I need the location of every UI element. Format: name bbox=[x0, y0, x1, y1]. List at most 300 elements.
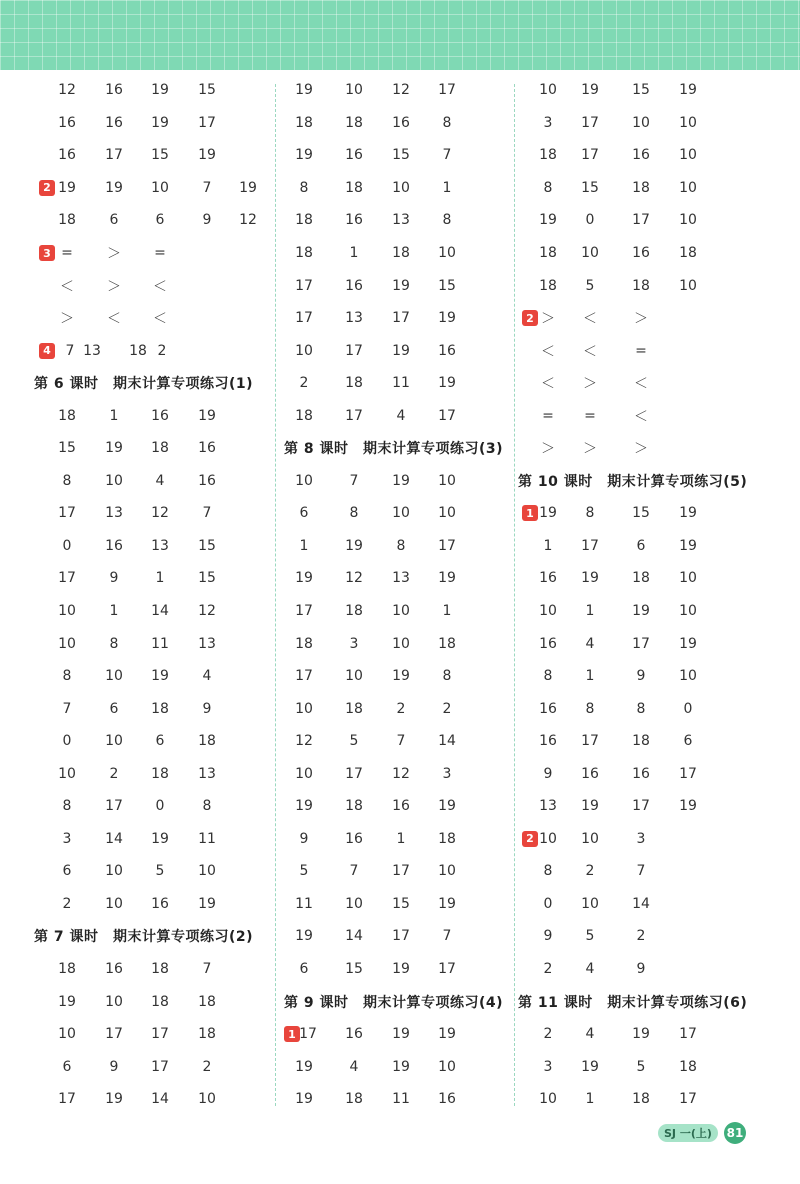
answer-row bbox=[518, 692, 778, 725]
answer-value: 1 bbox=[299, 537, 309, 554]
answer-value: 12 bbox=[198, 603, 216, 620]
answer-value: 2 bbox=[62, 895, 72, 912]
answer-value: 10 bbox=[539, 1091, 557, 1108]
answer-value: 19 bbox=[151, 668, 169, 685]
answer-row bbox=[518, 595, 778, 628]
answer-value: 10 bbox=[295, 765, 313, 782]
answer-row bbox=[518, 172, 778, 205]
answer-row bbox=[284, 660, 510, 693]
answer-value: 4 bbox=[155, 472, 165, 489]
answer-value: 16 bbox=[539, 635, 557, 652]
answer-row bbox=[518, 530, 778, 563]
answer-value: 18 bbox=[345, 179, 363, 196]
answer-value: 17 bbox=[299, 1026, 317, 1043]
answer-value: 15 bbox=[581, 179, 599, 196]
answer-value: 8 bbox=[396, 537, 406, 554]
answer-row bbox=[518, 107, 778, 140]
answer-row bbox=[284, 367, 510, 400]
answer-value: 10 bbox=[105, 668, 123, 685]
answer-value: 13 bbox=[105, 505, 123, 522]
column-divider bbox=[514, 84, 515, 1106]
answer-row bbox=[284, 1050, 510, 1083]
answer-value: 2 bbox=[585, 863, 595, 880]
answer-value: 10 bbox=[438, 863, 456, 880]
answer-value: 17 bbox=[581, 537, 599, 554]
answer-value: 18 bbox=[345, 603, 363, 620]
answer-value: 17 bbox=[679, 765, 697, 782]
answer-value: ＞ bbox=[583, 376, 597, 393]
answer-value: 17 bbox=[581, 733, 599, 750]
answer-value: 17 bbox=[198, 114, 216, 131]
answer-value: 18 bbox=[58, 961, 76, 978]
answer-value: 10 bbox=[392, 603, 410, 620]
answer-value: 8 bbox=[543, 863, 553, 880]
answer-value: 19 bbox=[438, 375, 456, 392]
answer-value: 16 bbox=[539, 570, 557, 587]
answer-value: 2 bbox=[109, 765, 119, 782]
answer-value: 10 bbox=[438, 245, 456, 261]
answer-value: 10 bbox=[679, 114, 697, 131]
answer-value: 18 bbox=[151, 765, 169, 782]
answer-value: 13 bbox=[392, 570, 410, 587]
answer-row bbox=[34, 790, 270, 823]
answer-value: 1 bbox=[109, 603, 119, 620]
answer-value: 17 bbox=[392, 863, 410, 880]
answer-value: 8 bbox=[636, 700, 646, 717]
answer-value: 10 bbox=[105, 863, 123, 880]
answer-value: 14 bbox=[438, 733, 456, 750]
answer-value: 14 bbox=[345, 928, 363, 945]
answer-value: 16 bbox=[198, 472, 216, 489]
answer-value: 7 bbox=[442, 147, 452, 164]
answer-row bbox=[284, 953, 510, 986]
answer-value: 10 bbox=[151, 179, 169, 196]
answer-value: 19 bbox=[295, 1058, 313, 1075]
answer-row bbox=[518, 334, 778, 367]
answer-value: 19 bbox=[581, 82, 599, 99]
answer-value: 2 bbox=[543, 961, 553, 978]
answer-row bbox=[518, 204, 778, 237]
answer-value: 6 bbox=[683, 733, 693, 750]
answer-value: 10 bbox=[58, 635, 76, 652]
answer-value: 19 bbox=[295, 147, 313, 164]
answer-value: 12 bbox=[392, 82, 410, 99]
answer-value: 5 bbox=[585, 277, 595, 294]
answer-value: 19 bbox=[151, 82, 169, 99]
answer-value: 6 bbox=[109, 700, 119, 717]
lesson-title: 第 11 课时 期末计算专项练习(6) bbox=[518, 994, 748, 1011]
answer-value: 9 bbox=[109, 570, 119, 587]
answer-value: 11 bbox=[392, 1091, 410, 1108]
answer-value: 19 bbox=[438, 310, 456, 327]
answer-value: 19 bbox=[438, 1026, 456, 1043]
answer-row bbox=[34, 172, 270, 205]
answer-value: 17 bbox=[105, 798, 123, 815]
answer-value: 2 bbox=[396, 700, 406, 717]
answer-row bbox=[518, 660, 778, 693]
lesson-title: 第 6 课时 期末计算专项练习(1) bbox=[34, 376, 254, 393]
answer-value: 10 bbox=[58, 765, 76, 782]
answer-value: 10 bbox=[581, 895, 599, 912]
question-number-badge: 1 bbox=[284, 1026, 300, 1042]
answer-row bbox=[518, 269, 778, 302]
answer-value: 16 bbox=[392, 798, 410, 815]
answer-value: 0 bbox=[155, 798, 165, 815]
answer-value: 19 bbox=[392, 961, 410, 978]
answer-row bbox=[284, 562, 510, 595]
answer-value: 11 bbox=[151, 635, 169, 652]
answer-value: 15 bbox=[392, 895, 410, 912]
answer-value: 17 bbox=[632, 798, 650, 815]
answer-value: 8 bbox=[62, 668, 72, 685]
answer-value: 19 bbox=[105, 1091, 123, 1108]
answer-value: 9 bbox=[109, 1058, 119, 1075]
answer-value: 18 bbox=[539, 147, 557, 164]
answer-row bbox=[34, 660, 270, 693]
answer-value: 2 bbox=[299, 375, 309, 392]
answer-value: 0 bbox=[62, 537, 72, 554]
answer-row bbox=[518, 725, 778, 758]
answer-value: 8 bbox=[543, 668, 553, 685]
answer-value: 15 bbox=[58, 440, 76, 457]
answer-row bbox=[34, 107, 270, 140]
answer-value: 17 bbox=[632, 635, 650, 652]
answer-value: 18 bbox=[539, 277, 557, 294]
answer-value: 16 bbox=[58, 114, 76, 131]
lesson-title: 第 10 课时 期末计算专项练习(5) bbox=[518, 473, 748, 490]
answer-value: 17 bbox=[295, 310, 313, 327]
answer-value: 5 bbox=[585, 928, 595, 945]
answer-row bbox=[518, 627, 778, 660]
answer-value: 16 bbox=[345, 147, 363, 164]
answer-value: 15 bbox=[345, 961, 363, 978]
answer-value: 19 bbox=[105, 179, 123, 196]
answer-value: 19 bbox=[345, 537, 363, 554]
answer-value: 16 bbox=[58, 147, 76, 164]
answer-value: 6 bbox=[155, 212, 165, 229]
answer-value: 16 bbox=[345, 1026, 363, 1043]
answer-value: 17 bbox=[581, 114, 599, 131]
answer-row bbox=[34, 595, 270, 628]
answer-row bbox=[284, 74, 510, 107]
answer-value: ＜ bbox=[541, 343, 555, 360]
answer-row bbox=[34, 953, 270, 986]
answer-value: 9 bbox=[202, 212, 212, 229]
answer-value: 18 bbox=[632, 179, 650, 196]
answer-value: ＜ bbox=[634, 376, 648, 393]
answer-value: 17 bbox=[58, 570, 76, 587]
answer-value: 15 bbox=[632, 82, 650, 99]
answer-row bbox=[518, 1018, 778, 1051]
answer-value: 19 bbox=[679, 537, 697, 554]
answer-row bbox=[518, 888, 778, 921]
answer-value: 3 bbox=[349, 635, 359, 652]
answer-row bbox=[34, 74, 270, 107]
answer-value: 18 bbox=[345, 700, 363, 717]
answer-value: 6 bbox=[62, 1058, 72, 1075]
answer-value: 8 bbox=[202, 798, 212, 815]
answer-value: 1 bbox=[349, 245, 359, 261]
answer-value: 10 bbox=[679, 147, 697, 164]
answer-value: 17 bbox=[151, 1058, 169, 1075]
answer-value: 10 bbox=[679, 277, 697, 294]
answer-value: 2 bbox=[157, 342, 167, 359]
answer-value: 17 bbox=[295, 603, 313, 620]
answer-value: 10 bbox=[392, 179, 410, 196]
answer-value: 19 bbox=[438, 570, 456, 587]
answer-value: 5 bbox=[155, 863, 165, 880]
answer-row bbox=[518, 757, 778, 790]
answer-value: 5 bbox=[299, 863, 309, 880]
answer-value: 1 bbox=[585, 603, 595, 620]
answer-value: 9 bbox=[636, 961, 646, 978]
answer-value: 19 bbox=[58, 179, 76, 196]
answer-value: ＜ bbox=[634, 408, 648, 425]
answer-value: 10 bbox=[438, 505, 456, 522]
answer-value: 17 bbox=[58, 1091, 76, 1108]
answer-value: 10 bbox=[295, 472, 313, 489]
answer-row bbox=[284, 692, 510, 725]
answer-value: 17 bbox=[58, 505, 76, 522]
answer-value: 10 bbox=[105, 993, 123, 1010]
answer-value: 0 bbox=[585, 212, 595, 229]
answer-value: 19 bbox=[239, 179, 257, 196]
answer-value: ＞ bbox=[107, 246, 121, 262]
answer-row bbox=[34, 627, 270, 660]
answer-value: 18 bbox=[58, 407, 76, 424]
answer-row bbox=[34, 530, 270, 563]
answer-row bbox=[284, 790, 510, 823]
answer-value: 2 bbox=[543, 1026, 553, 1043]
answer-value: ＞ bbox=[583, 441, 597, 458]
answer-value: 10 bbox=[679, 668, 697, 685]
answer-value: 11 bbox=[198, 830, 216, 847]
answer-value: 6 bbox=[62, 863, 72, 880]
answer-value: 18 bbox=[345, 114, 363, 131]
answer-row bbox=[34, 139, 270, 172]
answer-value: 1 bbox=[442, 603, 452, 620]
answer-value: 19 bbox=[295, 798, 313, 815]
answer-row bbox=[518, 790, 778, 823]
answer-value: 8 bbox=[62, 472, 72, 489]
answer-value: 15 bbox=[151, 147, 169, 164]
answer-value: 17 bbox=[392, 928, 410, 945]
answer-row bbox=[34, 1018, 270, 1051]
answer-value: 12 bbox=[239, 212, 257, 229]
answer-value: 19 bbox=[58, 993, 76, 1010]
answer-value: 17 bbox=[105, 1026, 123, 1043]
answer-value: 17 bbox=[151, 1026, 169, 1043]
answer-value: 15 bbox=[392, 147, 410, 164]
answer-value: 9 bbox=[543, 928, 553, 945]
answer-value: 17 bbox=[581, 147, 599, 164]
answer-value: = bbox=[542, 407, 554, 424]
answer-value: 10 bbox=[438, 472, 456, 489]
answer-value: 19 bbox=[198, 147, 216, 164]
answer-value: 4 bbox=[585, 961, 595, 978]
column-divider bbox=[275, 84, 276, 1106]
answer-row bbox=[518, 1050, 778, 1083]
answer-value: 14 bbox=[632, 895, 650, 912]
answer-value: 19 bbox=[198, 895, 216, 912]
answer-value: 16 bbox=[632, 765, 650, 782]
answer-value: 0 bbox=[683, 700, 693, 717]
answer-value: 3 bbox=[543, 114, 553, 131]
answer-value: 7 bbox=[349, 863, 359, 880]
answer-value: 7 bbox=[636, 863, 646, 880]
answer-value: 8 bbox=[299, 179, 309, 196]
answer-value: 17 bbox=[438, 537, 456, 554]
answer-value: 19 bbox=[295, 570, 313, 587]
answer-value: ＞ bbox=[634, 441, 648, 458]
answer-value: 19 bbox=[632, 603, 650, 620]
answer-value: ＜ bbox=[60, 278, 74, 295]
answer-value: 12 bbox=[58, 82, 76, 99]
answer-value: 12 bbox=[392, 765, 410, 782]
answer-value: 8 bbox=[543, 179, 553, 196]
answer-value: 4 bbox=[585, 635, 595, 652]
answer-row bbox=[284, 204, 510, 237]
answer-value: 14 bbox=[105, 830, 123, 847]
answer-column-3 bbox=[518, 74, 778, 1116]
answer-value: 18 bbox=[679, 1058, 697, 1075]
answer-value: 10 bbox=[581, 245, 599, 261]
answer-value: 13 bbox=[345, 310, 363, 327]
answer-row bbox=[34, 888, 270, 921]
answer-value: 8 bbox=[585, 505, 595, 522]
answer-value: 15 bbox=[198, 570, 216, 587]
answer-value: 4 bbox=[202, 668, 212, 685]
answer-value: 17 bbox=[679, 1091, 697, 1108]
answer-row bbox=[284, 302, 510, 335]
answer-row bbox=[34, 562, 270, 595]
answer-value: 16 bbox=[345, 830, 363, 847]
answer-row bbox=[284, 627, 510, 660]
answer-value: 17 bbox=[345, 342, 363, 359]
answer-value: 5 bbox=[636, 1058, 646, 1075]
answer-row bbox=[34, 757, 270, 790]
answer-value: 1 bbox=[543, 537, 553, 554]
book-tag: SJ 一(上) bbox=[658, 1124, 718, 1142]
answer-value: 10 bbox=[105, 733, 123, 750]
answer-column-2 bbox=[284, 74, 510, 1116]
answer-value: 7 bbox=[62, 700, 72, 717]
answer-value: 6 bbox=[109, 212, 119, 229]
answer-value: 9 bbox=[202, 700, 212, 717]
answer-value: 18 bbox=[295, 114, 313, 131]
answer-row bbox=[284, 172, 510, 205]
answer-value: 12 bbox=[345, 570, 363, 587]
answer-row bbox=[518, 855, 778, 888]
answer-value: 18 bbox=[345, 375, 363, 392]
answer-value: 10 bbox=[632, 114, 650, 131]
answer-value: 0 bbox=[62, 733, 72, 750]
answer-value: 12 bbox=[151, 505, 169, 522]
answer-row bbox=[284, 888, 510, 921]
answer-value: 13 bbox=[151, 537, 169, 554]
answer-row bbox=[284, 823, 510, 856]
answer-value: 10 bbox=[679, 570, 697, 587]
answer-value: 2 bbox=[636, 928, 646, 945]
answer-row bbox=[34, 823, 270, 856]
answer-value: 18 bbox=[198, 1026, 216, 1043]
answer-value: 19 bbox=[679, 798, 697, 815]
answer-value: 18 bbox=[295, 212, 313, 229]
answer-value: 14 bbox=[151, 603, 169, 620]
answer-value: 17 bbox=[295, 277, 313, 294]
answer-value: 6 bbox=[636, 537, 646, 554]
answer-value: 1 bbox=[585, 1091, 595, 1108]
answer-value: 2 bbox=[202, 1058, 212, 1075]
answer-value: 19 bbox=[392, 342, 410, 359]
answer-row bbox=[34, 334, 270, 367]
question-number-badge: 2 bbox=[522, 310, 538, 326]
answer-value: 10 bbox=[581, 830, 599, 847]
answer-row bbox=[34, 465, 270, 498]
answer-value: 9 bbox=[636, 668, 646, 685]
question-number-badge: 4 bbox=[39, 343, 55, 359]
answer-row bbox=[34, 302, 270, 335]
answer-value: 17 bbox=[345, 407, 363, 424]
answer-value: 10 bbox=[345, 895, 363, 912]
question-number-badge: 1 bbox=[522, 505, 538, 521]
answer-value: 6 bbox=[155, 733, 165, 750]
answer-row bbox=[518, 74, 778, 107]
answer-value: 8 bbox=[349, 505, 359, 522]
answer-row bbox=[284, 107, 510, 140]
answer-value: 16 bbox=[105, 114, 123, 131]
answer-row bbox=[284, 855, 510, 888]
answer-value: 18 bbox=[198, 733, 216, 750]
answer-value: 18 bbox=[438, 830, 456, 847]
answer-row bbox=[284, 497, 510, 530]
answer-value: 16 bbox=[392, 114, 410, 131]
answer-row bbox=[284, 334, 510, 367]
answer-value: ＞ bbox=[107, 278, 121, 295]
answer-value: = bbox=[61, 245, 73, 261]
answer-value: 1 bbox=[442, 179, 452, 196]
answer-value: 8 bbox=[62, 798, 72, 815]
answer-value: 19 bbox=[581, 570, 599, 587]
answer-value: 19 bbox=[679, 505, 697, 522]
question-number-badge: 3 bbox=[39, 245, 55, 261]
answer-value: 11 bbox=[392, 375, 410, 392]
answer-value: 8 bbox=[442, 114, 452, 131]
answer-row bbox=[284, 139, 510, 172]
answer-value: 15 bbox=[438, 277, 456, 294]
answer-row bbox=[34, 985, 270, 1018]
answer-value: 16 bbox=[345, 212, 363, 229]
answer-value: ＜ bbox=[583, 311, 597, 328]
answer-value: ＞ bbox=[541, 441, 555, 458]
answer-value: 10 bbox=[105, 895, 123, 912]
answer-value: 18 bbox=[632, 277, 650, 294]
answer-value: ＜ bbox=[107, 311, 121, 328]
answer-value: 13 bbox=[392, 212, 410, 229]
answer-value: 3 bbox=[636, 830, 646, 847]
answer-value: 19 bbox=[679, 82, 697, 99]
answer-value: 16 bbox=[632, 245, 650, 261]
answer-value: 18 bbox=[632, 570, 650, 587]
answer-value: 18 bbox=[345, 1091, 363, 1108]
answer-value: 5 bbox=[349, 733, 359, 750]
answer-value: 18 bbox=[295, 245, 313, 261]
answer-value: 4 bbox=[349, 1058, 359, 1075]
answer-value: 12 bbox=[295, 733, 313, 750]
answer-value: 16 bbox=[632, 147, 650, 164]
answer-value: 4 bbox=[396, 407, 406, 424]
answer-value: 17 bbox=[679, 1026, 697, 1043]
